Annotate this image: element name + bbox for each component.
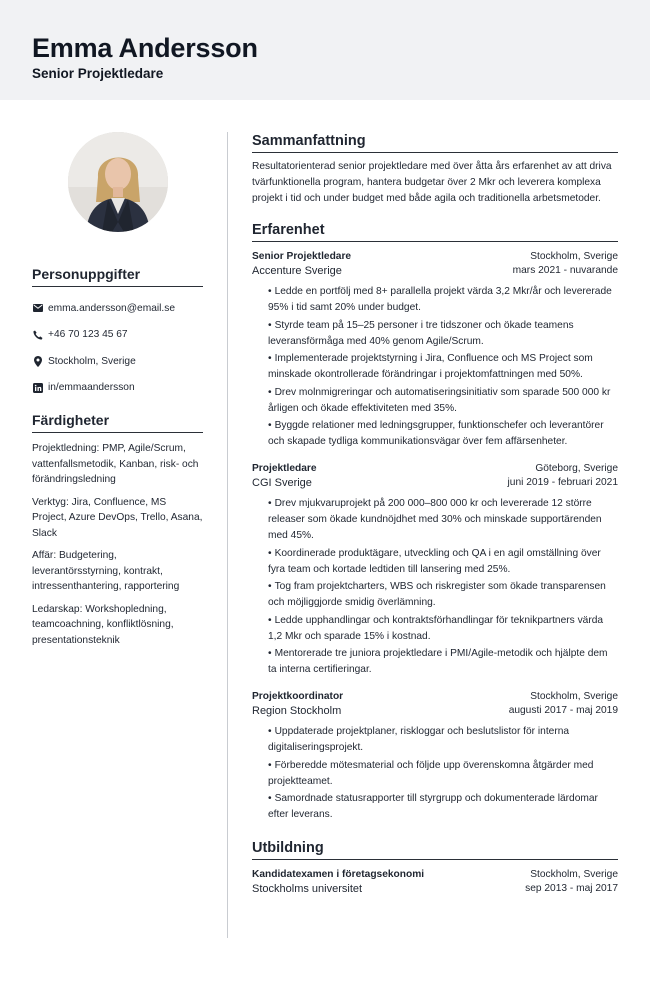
- skills-list: [32, 441, 203, 648]
- contact-linkedin-text[interactable]: in/emmaandersson: [48, 382, 135, 394]
- contact-phone: [32, 322, 203, 349]
- job-dates: juni 2019 - februari 2021: [507, 477, 618, 488]
- right-column: [252, 132, 618, 896]
- contact-linkedin: [32, 375, 203, 402]
- job-dates: augusti 2017 - maj 2019: [508, 705, 618, 716]
- contact-location-text: Stockholm, Sverige: [48, 355, 136, 367]
- job-dates: mars 2021 - nuvarande: [512, 265, 618, 276]
- contact-email-text[interactable]: emma.andersson@email.se: [48, 302, 175, 314]
- left-column: [32, 132, 203, 655]
- bullet-item: • Samordnade statusrapporter till styrgrupp och dokumenterade lärdomar efter leverans.: [268, 793, 598, 820]
- job-entry: [252, 250, 618, 450]
- candidate-name: Emma Andersson: [32, 33, 258, 63]
- bullet-item: • Tog fram projektcharters, WBS och riskregister som ökade transparensen och möjliggjorde smidig överlämning.: [268, 581, 606, 608]
- job-title: Projektledare: [252, 463, 317, 474]
- bullet-item: • Drev molnmigreringar och automatiseringsinitiativ som sparade 500 000 kr årligen och ökade effektiviteten med 35%.: [268, 386, 611, 414]
- experience-heading: Erfarenhet: [252, 221, 618, 242]
- bullet-item: • Förberedde mötesmaterial och följde upp överenskomna åtgärder med projektteamet.: [268, 759, 594, 787]
- personal-heading: Personuppgifter: [32, 265, 203, 287]
- job-location: Stockholm, Sverige: [530, 251, 618, 262]
- education-dates: sep 2013 - maj 2017: [525, 883, 618, 894]
- bullet-item: • Implementerade projektstyrning i Jira, Confluence och MS Project som minskade okontrollerade förändringar i projektomfattningen med 50%.: [268, 353, 593, 380]
- job-company: Region Stockholm: [252, 705, 342, 717]
- header: [0, 0, 650, 100]
- bullet-item: • Ledde upphandlingar och kontraktsförhandlingar för teknikpartners värda 1,2 Mkr och sparade 15% i kostnad.: [268, 614, 604, 642]
- education-school: Stockholms universitet: [252, 883, 363, 895]
- summary-heading: Sammanfattning: [252, 132, 618, 153]
- education-location: Stockholm, Sverige: [530, 869, 618, 880]
- job-company: CGI Sverige: [252, 477, 312, 489]
- contact-phone-text[interactable]: +46 70 123 45 67: [48, 329, 128, 341]
- job-title: Senior Projektledare: [252, 251, 352, 262]
- candidate-title: Senior Projektledare: [32, 66, 164, 81]
- skill-item: Ledarskap: Workshopledning, teamcoachning, konfliktlösning, presentationsteknik: [32, 603, 174, 646]
- contact-list: [32, 295, 203, 401]
- job-bullets: [268, 496, 618, 678]
- phone-icon: [32, 329, 43, 340]
- job-bullets: [268, 724, 618, 823]
- bullet-item: • Styrde team på 15–25 personer i tre tidszoner och ökade teamens leveransförmåga med 40% genom Agile/Scrum.: [268, 319, 574, 347]
- job-title: Projektkoordinator: [252, 691, 344, 702]
- contact-location: [32, 348, 203, 375]
- skill-item: Projektledning: PMP, Agile/Scrum, vattenfallsmetodik, Kanban, risk- och förändringsledning: [32, 443, 199, 485]
- bullet-item: • Koordinerade produktägare, utveckling och QA i en agil omställning över fyra team och kortade ledtiden till lansering med 25%.: [268, 547, 601, 575]
- column-divider: [227, 132, 228, 938]
- job-company: Accenture Sverige: [252, 265, 342, 277]
- contact-email: [32, 295, 203, 322]
- job-bullets: [268, 284, 618, 450]
- bullet-item: • Mentorerade tre juniora projektledare i PMI/Agile-metodik och hjälpte dem ta interna certifieringar.: [268, 648, 608, 675]
- job-entry: [252, 462, 618, 678]
- bullet-item: • Ledde en portfölj med 8+ parallella projekt värda 3,2 Mkr/år och levererade 95% i tid samt 20% under budget.: [268, 286, 612, 313]
- education-heading: Utbildning: [252, 839, 618, 860]
- skills-heading: Färdigheter: [32, 411, 203, 433]
- bullet-item: • Uppdaterade projektplaner, riskloggar och beslutslistor för interna digitaliseringsprojekt.: [268, 726, 570, 753]
- job-location: Göteborg, Sverige: [535, 463, 618, 474]
- mail-icon: [32, 303, 43, 314]
- linkedin-icon: [32, 382, 43, 393]
- education-degree: Kandidatexamen i företagsekonomi: [252, 869, 425, 880]
- bullet-item: • Drev mjukvaruprojekt på 200 000–800 000 kr och levererade 12 större releaser som ökade kundnöjdhet med 30% och minskade supportärenden med 45%.: [268, 498, 602, 541]
- summary-text: Resultatorienterad senior projektledare med över åtta års erfarenhet av att driva tvärfunktionella program, hantera budgetar över 2 Mkr och leverera komplexa projekt i tid och under budget med både agila och traditionella arbetsmetoder.: [252, 161, 612, 204]
- education-entry: [252, 868, 618, 896]
- job-entry: [252, 690, 618, 823]
- profile-photo: [68, 132, 168, 232]
- skill-item: Affär: Budgetering, leverantörsstyrning, kontrakt, intressenthantering, rapportering: [32, 550, 180, 592]
- bullet-item: • Byggde relationer med ledningsgrupper, funktionschefer och leverantörer och skapade tydliga kommunikationsvägar över fem affärsenheter.: [268, 420, 604, 447]
- job-location: Stockholm, Sverige: [530, 691, 618, 702]
- location-pin-icon: [32, 356, 43, 367]
- skill-item: Verktyg: Jira, Confluence, MS Project, Azure DevOps, Trello, Asana, Slack: [32, 496, 203, 539]
